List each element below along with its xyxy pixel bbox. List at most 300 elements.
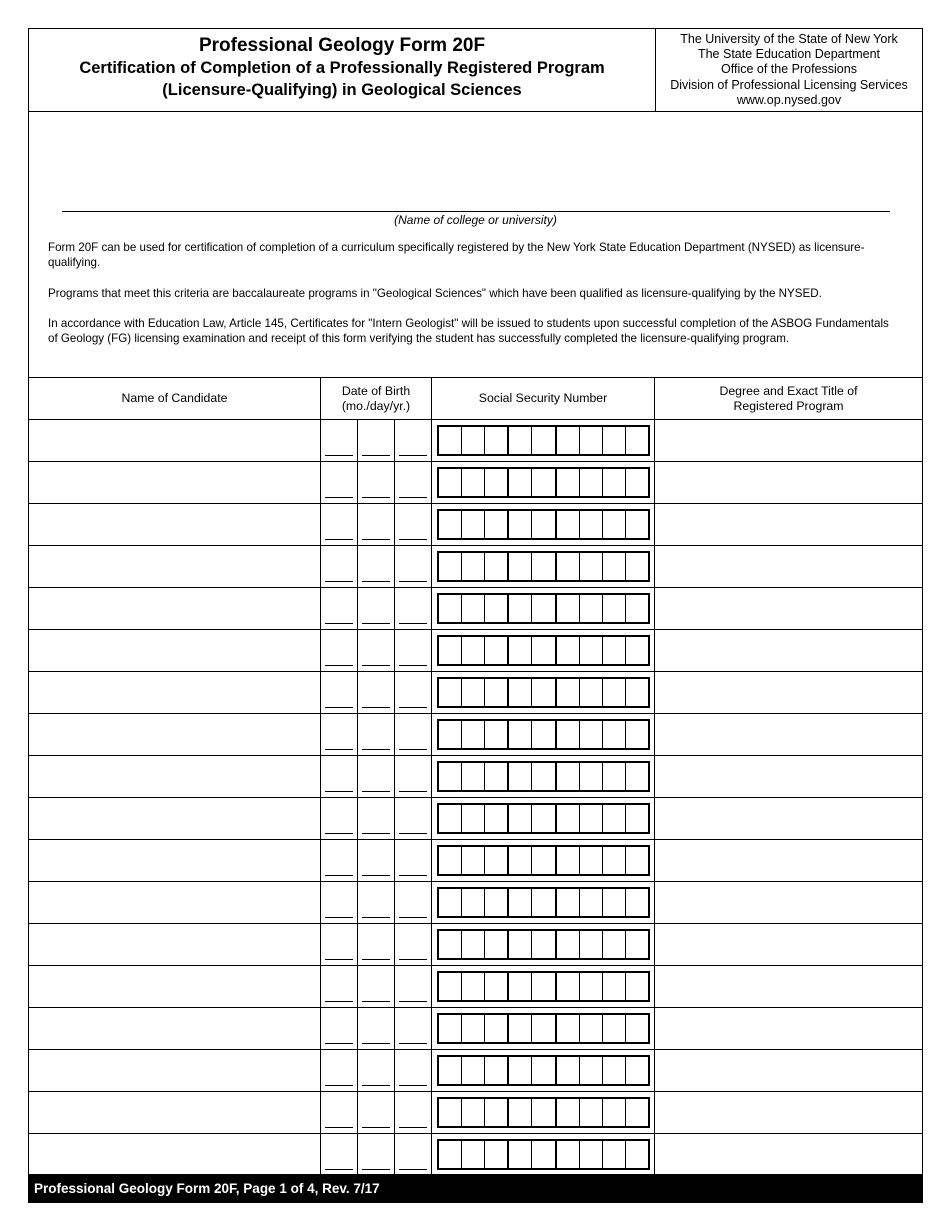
- form-title: Professional Geology Form 20F: [198, 35, 486, 56]
- degree-title-field[interactable]: [655, 504, 923, 546]
- ssn-digit-box[interactable]: [439, 511, 462, 538]
- ssn-digit-box[interactable]: [462, 847, 485, 874]
- agency-line: Division of Professional Licensing Services: [670, 77, 908, 92]
- dob-year-field[interactable]: [395, 1008, 431, 1049]
- ssn-digit-box[interactable]: [509, 847, 532, 874]
- dob-year-field[interactable]: [395, 1092, 431, 1133]
- table-row: [29, 462, 923, 504]
- ssn-digit-box[interactable]: [462, 595, 485, 622]
- ssn-digit-box[interactable]: [509, 1057, 532, 1084]
- ssn-digit-box[interactable]: [509, 931, 532, 958]
- dob-year-field[interactable]: [395, 798, 431, 839]
- ssn-digit-box[interactable]: [532, 805, 556, 832]
- dob-day-field[interactable]: [358, 1050, 395, 1091]
- ssn-digit-box[interactable]: [603, 973, 626, 1000]
- ssn-digit-box[interactable]: [626, 553, 648, 580]
- ssn-digit-box[interactable]: [580, 679, 603, 706]
- ssn-digit-box[interactable]: [439, 973, 462, 1000]
- ssn-digit-box[interactable]: [626, 721, 648, 748]
- agency-block: [656, 29, 922, 111]
- candidate-name-field[interactable]: [29, 756, 321, 798]
- ssn-digit-box[interactable]: [439, 805, 462, 832]
- ssn-digit-box[interactable]: [557, 637, 580, 664]
- ssn-digit-box[interactable]: [603, 889, 626, 916]
- ssn-digit-box[interactable]: [626, 637, 648, 664]
- dob-day-field[interactable]: [358, 1092, 395, 1133]
- ssn-field[interactable]: [437, 593, 650, 624]
- ssn-digit-box[interactable]: [439, 1141, 462, 1168]
- table-row: [29, 798, 923, 840]
- ssn-field[interactable]: [437, 425, 650, 456]
- ssn-digit-box[interactable]: [485, 973, 509, 1000]
- ssn-digit-box[interactable]: [557, 427, 580, 454]
- dob-day-field[interactable]: [358, 462, 395, 503]
- ssn-digit-box[interactable]: [439, 931, 462, 958]
- ssn-digit-box[interactable]: [626, 847, 648, 874]
- ssn-digit-box[interactable]: [439, 553, 462, 580]
- ssn-digit-box[interactable]: [557, 721, 580, 748]
- ssn-digit-box[interactable]: [439, 721, 462, 748]
- ssn-field[interactable]: [437, 677, 650, 708]
- ssn-digit-box[interactable]: [485, 427, 509, 454]
- ssn-digit-box[interactable]: [557, 847, 580, 874]
- ssn-digit-box[interactable]: [509, 805, 532, 832]
- dob-day-field[interactable]: [358, 924, 395, 965]
- dob-year-field[interactable]: [395, 882, 431, 923]
- ssn-digit-box[interactable]: [626, 511, 648, 538]
- info-paragraph-2: Programs that meet this criteria are baccalaureate programs in "Geological Sciences" which have been qualified as licensure-qualifying by the NYSED.: [48, 287, 822, 300]
- dob-cell: [321, 840, 432, 882]
- dob-month-field[interactable]: [321, 1008, 358, 1049]
- degree-title-field[interactable]: [655, 1008, 923, 1050]
- ssn-digit-box[interactable]: [532, 595, 556, 622]
- candidate-name-field[interactable]: [29, 966, 321, 1008]
- dob-year-field[interactable]: [395, 588, 431, 629]
- ssn-digit-box[interactable]: [532, 469, 556, 496]
- ssn-digit-box[interactable]: [439, 1099, 462, 1126]
- ssn-field[interactable]: [437, 929, 650, 960]
- dob-cell: [321, 630, 432, 672]
- ssn-digit-box[interactable]: [509, 511, 532, 538]
- ssn-digit-box[interactable]: [626, 1015, 648, 1042]
- page-footer: Professional Geology Form 20F, Page 1 of 4, Rev. 7/17: [28, 1174, 923, 1203]
- ssn-digit-box[interactable]: [580, 553, 603, 580]
- ssn-digit-box[interactable]: [603, 469, 626, 496]
- ssn-digit-box[interactable]: [485, 805, 509, 832]
- dob-year-field[interactable]: [395, 672, 431, 713]
- dob-year-field[interactable]: [395, 924, 431, 965]
- dob-month-field[interactable]: [321, 588, 358, 629]
- ssn-digit-box[interactable]: [603, 553, 626, 580]
- dob-cell: [321, 966, 432, 1008]
- ssn-digit-box[interactable]: [462, 1099, 485, 1126]
- dob-day-field[interactable]: [358, 1134, 395, 1175]
- ssn-digit-box[interactable]: [532, 763, 556, 790]
- ssn-field[interactable]: [437, 971, 650, 1002]
- ssn-digit-box[interactable]: [557, 469, 580, 496]
- ssn-digit-box[interactable]: [580, 931, 603, 958]
- ssn-digit-box[interactable]: [509, 595, 532, 622]
- ssn-digit-box[interactable]: [509, 721, 532, 748]
- ssn-digit-box[interactable]: [485, 1141, 509, 1168]
- dob-year-field[interactable]: [395, 462, 431, 503]
- ssn-digit-box[interactable]: [462, 721, 485, 748]
- ssn-digit-box[interactable]: [532, 889, 556, 916]
- ssn-digit-box[interactable]: [626, 679, 648, 706]
- ssn-digit-box[interactable]: [580, 511, 603, 538]
- ssn-field[interactable]: [437, 1055, 650, 1086]
- ssn-digit-box[interactable]: [439, 889, 462, 916]
- ssn-digit-box[interactable]: [462, 763, 485, 790]
- candidate-name-field[interactable]: [29, 1092, 321, 1134]
- dob-cell: [321, 1008, 432, 1050]
- candidate-name-field[interactable]: [29, 714, 321, 756]
- dob-year-field[interactable]: [395, 1050, 431, 1091]
- ssn-digit-box[interactable]: [485, 595, 509, 622]
- table-row: [29, 1050, 923, 1092]
- ssn-digit-box[interactable]: [626, 805, 648, 832]
- dob-month-field[interactable]: [321, 924, 358, 965]
- ssn-digit-box[interactable]: [603, 805, 626, 832]
- ssn-digit-box[interactable]: [532, 1057, 556, 1084]
- ssn-digit-box[interactable]: [557, 1099, 580, 1126]
- dob-day-field[interactable]: [358, 714, 395, 755]
- dob-month-field[interactable]: [321, 1050, 358, 1091]
- dob-month-field[interactable]: [321, 462, 358, 503]
- table-row: [29, 1092, 923, 1134]
- ssn-field[interactable]: [437, 551, 650, 582]
- ssn-digit-box[interactable]: [557, 805, 580, 832]
- ssn-digit-box[interactable]: [462, 889, 485, 916]
- ssn-digit-box[interactable]: [509, 679, 532, 706]
- ssn-digit-box[interactable]: [603, 595, 626, 622]
- degree-title-field[interactable]: [655, 462, 923, 504]
- dob-day-field[interactable]: [358, 798, 395, 839]
- ssn-digit-box[interactable]: [462, 931, 485, 958]
- ssn-digit-box[interactable]: [557, 763, 580, 790]
- ssn-cell: [432, 1050, 655, 1092]
- ssn-digit-box[interactable]: [462, 1141, 485, 1168]
- ssn-digit-box[interactable]: [485, 847, 509, 874]
- ssn-digit-box[interactable]: [580, 889, 603, 916]
- degree-title-field[interactable]: [655, 630, 923, 672]
- ssn-cell: [432, 756, 655, 798]
- dob-day-field[interactable]: [358, 504, 395, 545]
- ssn-digit-box[interactable]: [580, 973, 603, 1000]
- ssn-digit-box[interactable]: [626, 1141, 648, 1168]
- dob-day-field[interactable]: [358, 546, 395, 587]
- ssn-digit-box[interactable]: [603, 1057, 626, 1084]
- ssn-digit-box[interactable]: [603, 679, 626, 706]
- ssn-digit-box[interactable]: [626, 427, 648, 454]
- ssn-digit-box[interactable]: [626, 889, 648, 916]
- ssn-digit-box[interactable]: [580, 847, 603, 874]
- ssn-digit-box[interactable]: [485, 679, 509, 706]
- ssn-digit-box[interactable]: [532, 553, 556, 580]
- ssn-digit-box[interactable]: [485, 1099, 509, 1126]
- ssn-digit-box[interactable]: [462, 469, 485, 496]
- ssn-field[interactable]: [437, 1139, 650, 1170]
- ssn-digit-box[interactable]: [603, 1015, 626, 1042]
- ssn-digit-box[interactable]: [626, 469, 648, 496]
- ssn-cell: [432, 966, 655, 1008]
- ssn-digit-box[interactable]: [532, 511, 556, 538]
- dob-month-field[interactable]: [321, 672, 358, 713]
- ssn-digit-box[interactable]: [439, 1015, 462, 1042]
- dob-year-field[interactable]: [395, 1134, 431, 1175]
- dob-month-field[interactable]: [321, 420, 358, 461]
- candidate-name-field[interactable]: [29, 462, 321, 504]
- candidate-name-field[interactable]: [29, 504, 321, 546]
- degree-title-field[interactable]: [655, 714, 923, 756]
- dob-year-field[interactable]: [395, 966, 431, 1007]
- ssn-digit-box[interactable]: [485, 889, 509, 916]
- ssn-digit-box[interactable]: [439, 595, 462, 622]
- ssn-digit-box[interactable]: [509, 1015, 532, 1042]
- ssn-digit-box[interactable]: [462, 973, 485, 1000]
- dob-day-field[interactable]: [358, 630, 395, 671]
- ssn-digit-box[interactable]: [532, 637, 556, 664]
- ssn-field[interactable]: [437, 1013, 650, 1044]
- dob-cell: [321, 546, 432, 588]
- ssn-digit-box[interactable]: [626, 973, 648, 1000]
- ssn-digit-box[interactable]: [532, 1141, 556, 1168]
- ssn-digit-box[interactable]: [439, 763, 462, 790]
- ssn-digit-box[interactable]: [439, 637, 462, 664]
- dob-day-field[interactable]: [358, 756, 395, 797]
- ssn-digit-box[interactable]: [580, 1099, 603, 1126]
- dob-day-field[interactable]: [358, 420, 395, 461]
- ssn-digit-box[interactable]: [626, 1099, 648, 1126]
- dob-year-field[interactable]: [395, 714, 431, 755]
- ssn-digit-box[interactable]: [532, 931, 556, 958]
- ssn-digit-box[interactable]: [462, 553, 485, 580]
- candidate-name-field[interactable]: [29, 630, 321, 672]
- ssn-field[interactable]: [437, 1097, 650, 1128]
- dob-month-field[interactable]: [321, 840, 358, 881]
- degree-title-field[interactable]: [655, 798, 923, 840]
- ssn-digit-box[interactable]: [509, 427, 532, 454]
- ssn-digit-box[interactable]: [509, 553, 532, 580]
- ssn-digit-box[interactable]: [557, 889, 580, 916]
- dob-year-field[interactable]: [395, 756, 431, 797]
- ssn-digit-box[interactable]: [580, 763, 603, 790]
- candidate-name-field[interactable]: [29, 882, 321, 924]
- ssn-field[interactable]: [437, 635, 650, 666]
- ssn-digit-box[interactable]: [626, 763, 648, 790]
- ssn-field[interactable]: [437, 719, 650, 750]
- degree-title-field[interactable]: [655, 588, 923, 630]
- dob-month-field[interactable]: [321, 504, 358, 545]
- dob-year-field[interactable]: [395, 420, 431, 461]
- ssn-digit-box[interactable]: [603, 931, 626, 958]
- college-name-field[interactable]: [62, 211, 890, 212]
- agency-line: Office of the Professions: [721, 62, 857, 77]
- ssn-digit-box[interactable]: [485, 1015, 509, 1042]
- ssn-digit-box[interactable]: [557, 679, 580, 706]
- ssn-digit-box[interactable]: [509, 469, 532, 496]
- ssn-field[interactable]: [437, 761, 650, 792]
- ssn-digit-box[interactable]: [603, 1141, 626, 1168]
- ssn-digit-box[interactable]: [580, 637, 603, 664]
- dob-month-field[interactable]: [321, 882, 358, 923]
- dob-month-field[interactable]: [321, 630, 358, 671]
- ssn-cell: [432, 504, 655, 546]
- ssn-digit-box[interactable]: [580, 805, 603, 832]
- ssn-digit-box[interactable]: [462, 1057, 485, 1084]
- dob-day-field[interactable]: [358, 672, 395, 713]
- candidate-name-field[interactable]: [29, 1134, 321, 1176]
- candidate-name-field[interactable]: [29, 1008, 321, 1050]
- ssn-digit-box[interactable]: [439, 847, 462, 874]
- ssn-digit-box[interactable]: [626, 931, 648, 958]
- candidate-name-field[interactable]: [29, 420, 321, 462]
- candidate-name-field[interactable]: [29, 672, 321, 714]
- table-row: [29, 756, 923, 798]
- ssn-digit-box[interactable]: [557, 1015, 580, 1042]
- degree-title-field[interactable]: [655, 756, 923, 798]
- ssn-digit-box[interactable]: [485, 553, 509, 580]
- table-header-row: [29, 378, 923, 420]
- ssn-digit-box[interactable]: [626, 1057, 648, 1084]
- ssn-digit-box[interactable]: [509, 1099, 532, 1126]
- ssn-digit-box[interactable]: [439, 469, 462, 496]
- dob-day-field[interactable]: [358, 840, 395, 881]
- ssn-digit-box[interactable]: [603, 1099, 626, 1126]
- ssn-digit-box[interactable]: [532, 679, 556, 706]
- candidate-name-field[interactable]: [29, 546, 321, 588]
- ssn-digit-box[interactable]: [485, 763, 509, 790]
- ssn-digit-box[interactable]: [439, 1057, 462, 1084]
- dob-month-field[interactable]: [321, 966, 358, 1007]
- ssn-digit-box[interactable]: [603, 427, 626, 454]
- ssn-digit-box[interactable]: [532, 1015, 556, 1042]
- dob-day-field[interactable]: [358, 588, 395, 629]
- ssn-digit-box[interactable]: [462, 1015, 485, 1042]
- dob-month-field[interactable]: [321, 756, 358, 797]
- ssn-field[interactable]: [437, 803, 650, 834]
- ssn-digit-box[interactable]: [462, 805, 485, 832]
- degree-title-field[interactable]: [655, 420, 923, 462]
- ssn-digit-box[interactable]: [532, 847, 556, 874]
- ssn-digit-box[interactable]: [485, 931, 509, 958]
- ssn-digit-box[interactable]: [532, 973, 556, 1000]
- dob-month-field[interactable]: [321, 798, 358, 839]
- ssn-digit-box[interactable]: [485, 511, 509, 538]
- dob-day-field[interactable]: [358, 882, 395, 923]
- candidate-name-field[interactable]: [29, 798, 321, 840]
- dob-month-field[interactable]: [321, 546, 358, 587]
- candidate-name-field[interactable]: [29, 924, 321, 966]
- dob-cell: [321, 1092, 432, 1134]
- candidate-name-field[interactable]: [29, 588, 321, 630]
- ssn-digit-box[interactable]: [580, 1057, 603, 1084]
- ssn-digit-box[interactable]: [580, 427, 603, 454]
- dob-month-field[interactable]: [321, 1092, 358, 1133]
- degree-title-field[interactable]: [655, 1092, 923, 1134]
- dob-year-field[interactable]: [395, 630, 431, 671]
- ssn-digit-box[interactable]: [509, 763, 532, 790]
- dob-cell: [321, 672, 432, 714]
- ssn-cell: [432, 420, 655, 462]
- ssn-cell: [432, 672, 655, 714]
- degree-title-field[interactable]: [655, 924, 923, 966]
- ssn-digit-box[interactable]: [580, 1141, 603, 1168]
- ssn-field[interactable]: [437, 845, 650, 876]
- ssn-digit-box[interactable]: [485, 637, 509, 664]
- dob-cell: [321, 924, 432, 966]
- ssn-digit-box[interactable]: [509, 1141, 532, 1168]
- degree-title-field[interactable]: [655, 882, 923, 924]
- ssn-digit-box[interactable]: [557, 931, 580, 958]
- ssn-digit-box[interactable]: [532, 721, 556, 748]
- ssn-digit-box[interactable]: [557, 595, 580, 622]
- ssn-digit-box[interactable]: [485, 721, 509, 748]
- ssn-digit-box[interactable]: [603, 847, 626, 874]
- ssn-digit-box[interactable]: [462, 511, 485, 538]
- ssn-digit-box[interactable]: [557, 511, 580, 538]
- ssn-digit-box[interactable]: [580, 721, 603, 748]
- ssn-cell: [432, 882, 655, 924]
- degree-title-field[interactable]: [655, 966, 923, 1008]
- ssn-digit-box[interactable]: [580, 469, 603, 496]
- dob-cell: [321, 462, 432, 504]
- dob-year-field[interactable]: [395, 840, 431, 881]
- dob-day-field[interactable]: [358, 1008, 395, 1049]
- ssn-field[interactable]: [437, 467, 650, 498]
- ssn-digit-box[interactable]: [485, 469, 509, 496]
- degree-title-field[interactable]: [655, 672, 923, 714]
- ssn-field[interactable]: [437, 509, 650, 540]
- dob-year-field[interactable]: [395, 504, 431, 545]
- candidate-name-field[interactable]: [29, 1050, 321, 1092]
- ssn-digit-box[interactable]: [603, 511, 626, 538]
- ssn-field[interactable]: [437, 887, 650, 918]
- form-title-block: [29, 29, 656, 111]
- ssn-digit-box[interactable]: [509, 889, 532, 916]
- ssn-digit-box[interactable]: [532, 1099, 556, 1126]
- dob-month-field[interactable]: [321, 1134, 358, 1175]
- dob-day-field[interactable]: [358, 966, 395, 1007]
- ssn-digit-box[interactable]: [439, 427, 462, 454]
- ssn-digit-box[interactable]: [557, 1141, 580, 1168]
- ssn-digit-box[interactable]: [462, 679, 485, 706]
- ssn-digit-box[interactable]: [509, 637, 532, 664]
- dob-year-field[interactable]: [395, 546, 431, 587]
- ssn-digit-box[interactable]: [557, 973, 580, 1000]
- degree-title-field[interactable]: [655, 1050, 923, 1092]
- ssn-digit-box[interactable]: [603, 721, 626, 748]
- ssn-digit-box[interactable]: [626, 595, 648, 622]
- ssn-digit-box[interactable]: [485, 1057, 509, 1084]
- ssn-digit-box[interactable]: [532, 427, 556, 454]
- candidate-name-field[interactable]: [29, 840, 321, 882]
- ssn-digit-box[interactable]: [580, 595, 603, 622]
- ssn-digit-box[interactable]: [557, 1057, 580, 1084]
- ssn-digit-box[interactable]: [462, 637, 485, 664]
- degree-title-field[interactable]: [655, 1134, 923, 1176]
- degree-title-field[interactable]: [655, 546, 923, 588]
- ssn-digit-box[interactable]: [439, 679, 462, 706]
- ssn-digit-box[interactable]: [603, 763, 626, 790]
- degree-title-field[interactable]: [655, 840, 923, 882]
- ssn-digit-box[interactable]: [509, 973, 532, 1000]
- ssn-digit-box[interactable]: [603, 637, 626, 664]
- dob-month-field[interactable]: [321, 714, 358, 755]
- ssn-digit-box[interactable]: [462, 427, 485, 454]
- ssn-digit-box[interactable]: [580, 1015, 603, 1042]
- ssn-digit-box[interactable]: [557, 553, 580, 580]
